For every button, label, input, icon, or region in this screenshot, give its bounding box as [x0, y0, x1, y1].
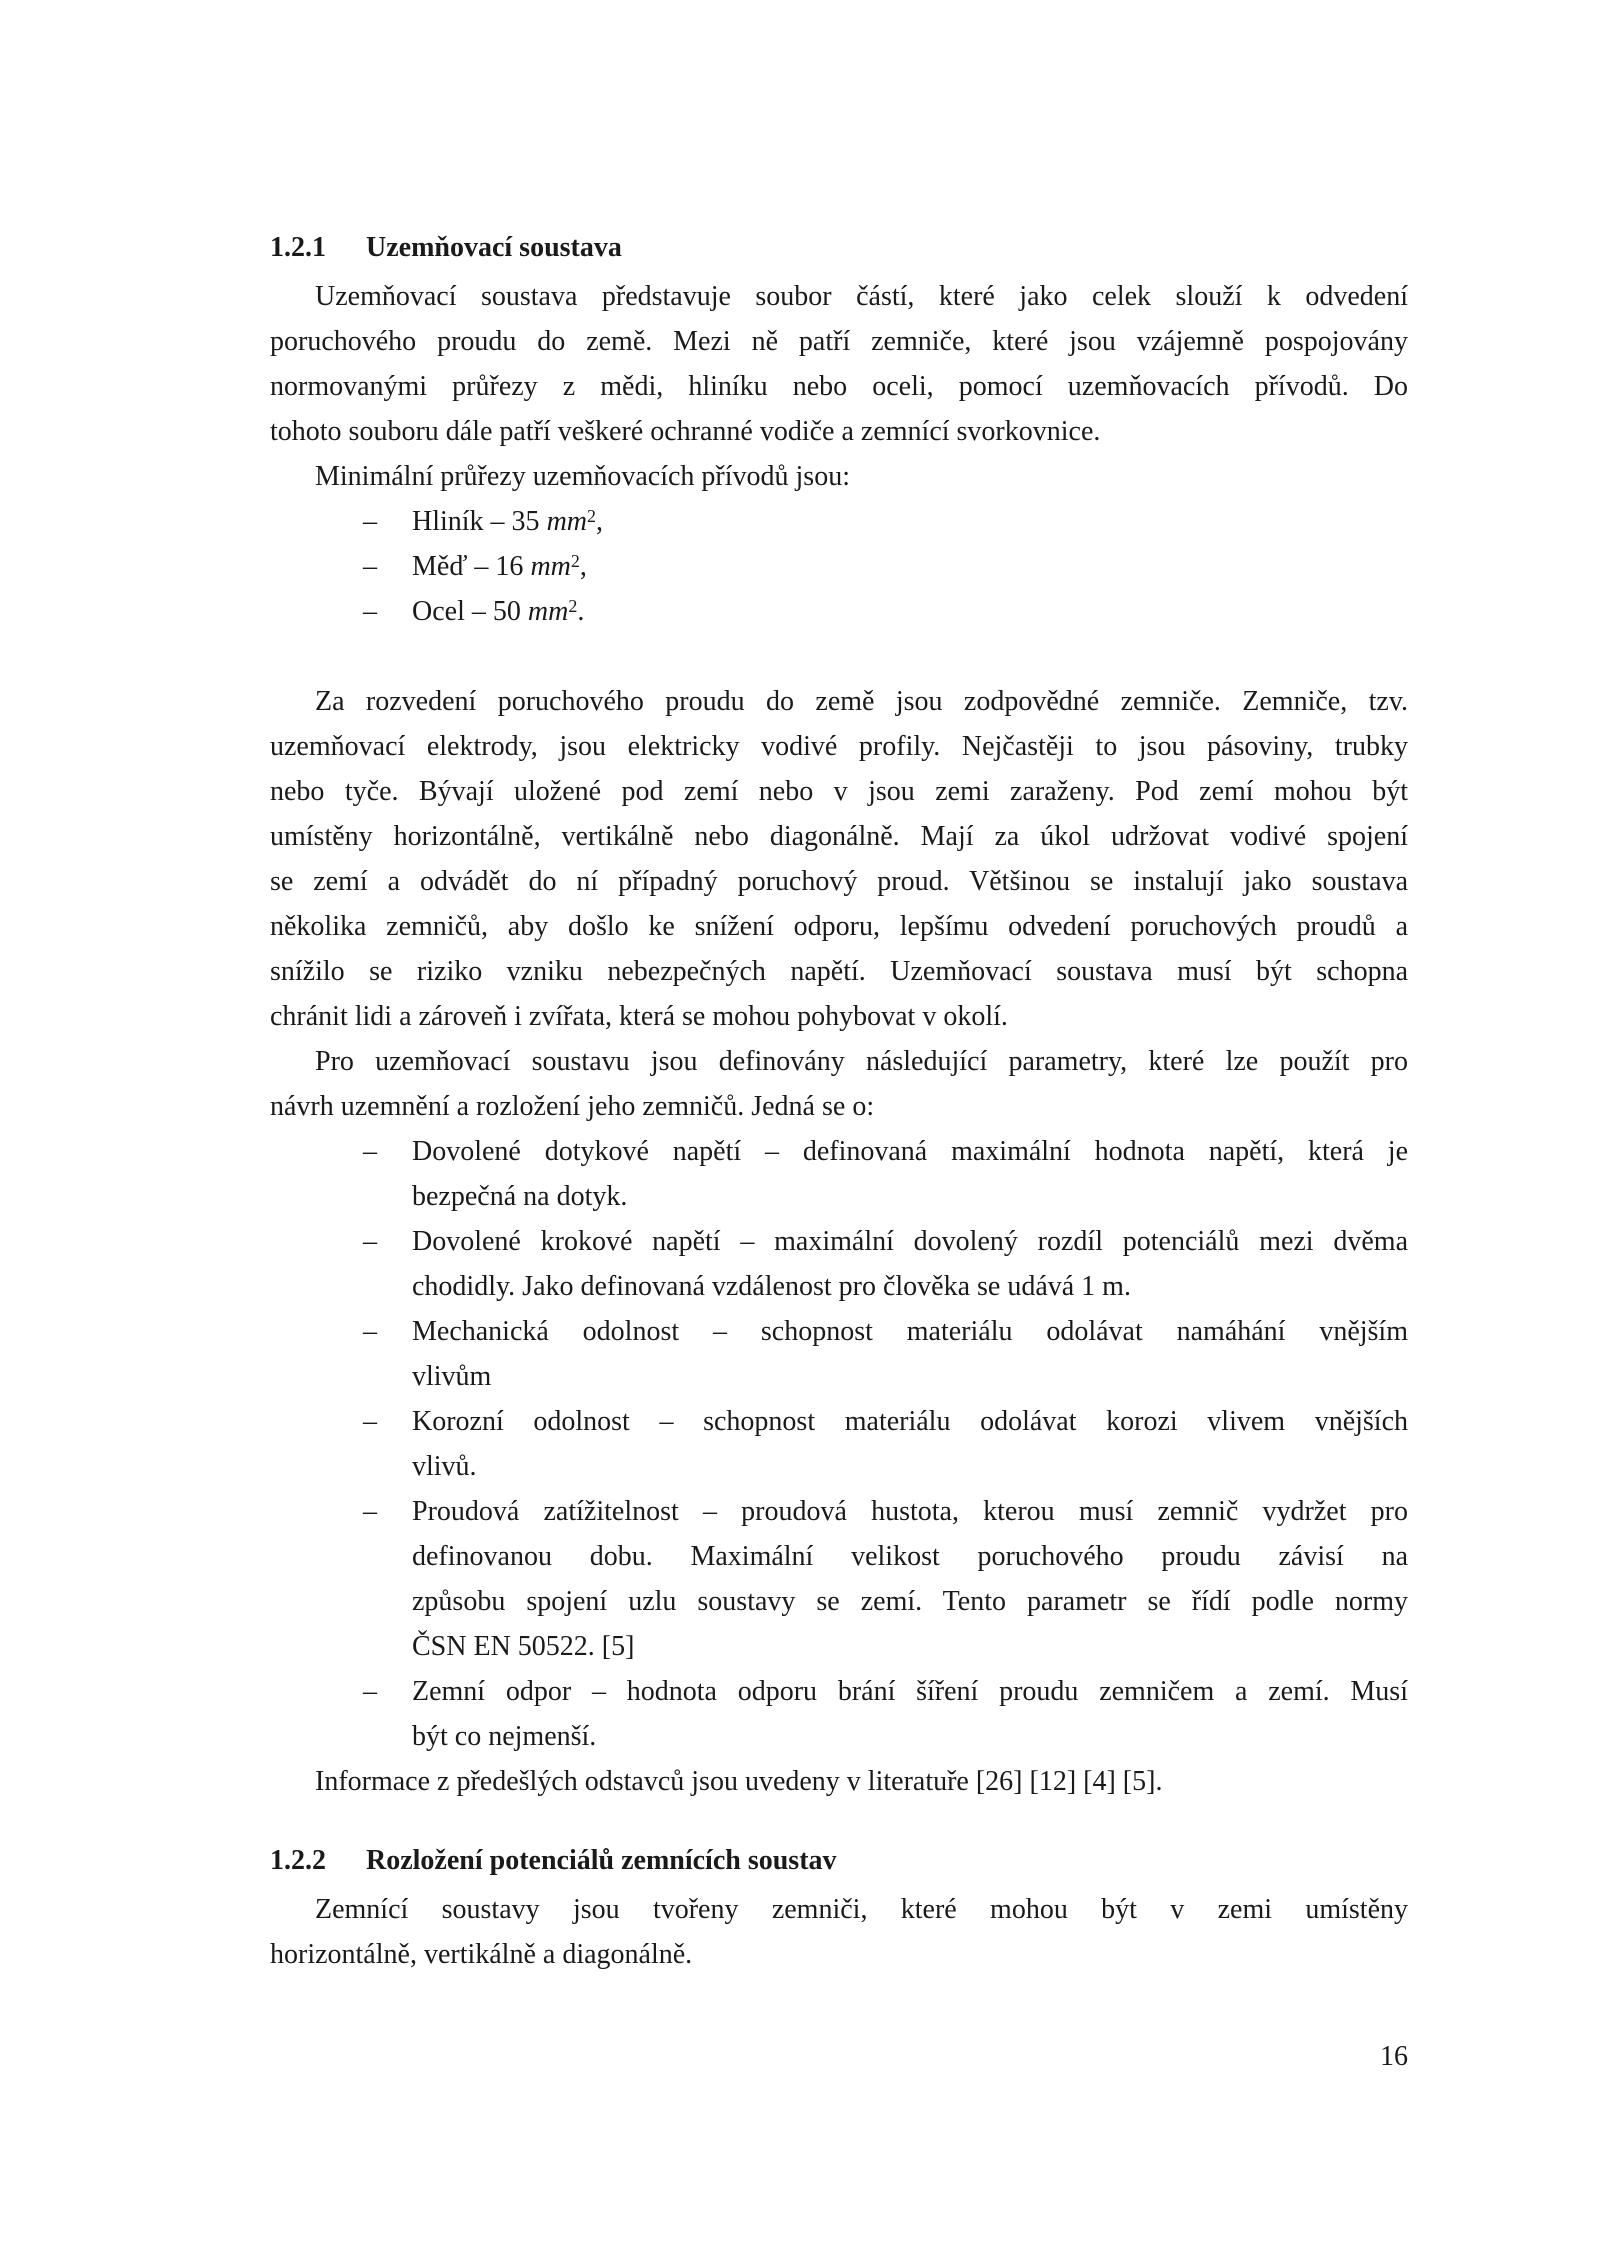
param-item-line: vlivů.	[412, 1451, 477, 1482]
param-item-touch-voltage: Dovolené dotykové napětí – definovaná maximální hodnota napětí, která je	[412, 1136, 1408, 1167]
paragraph-line: snížilo se riziko vzniku nebezpečných napětí. Uzemňovací soustava musí být schopna	[270, 956, 1408, 987]
paragraph-line: několika zemničů, aby došlo ke snížení odporu, lepšímu odvedení poruchových proudů a	[270, 911, 1408, 942]
paragraph-line: chránit lidi a zároveň i zvířata, která se mohou pohybovat v okolí.	[270, 1001, 1008, 1032]
param-item-line: způsobu spojení uzlu soustavy se zemí. Tento parametr se řídí podle normy	[412, 1586, 1408, 1617]
param-item-step-voltage: Dovolené krokové napětí – maximální dovolený rozdíl potenciálů mezi dvěma	[412, 1226, 1408, 1257]
param-item-line: definovanou dobu. Maximální velikost poruchového proudu závisí na	[412, 1541, 1408, 1572]
paragraph-line: horizontálně, vertikálně a diagonálně.	[270, 1939, 693, 1970]
param-item-line: ČSN EN 50522. [5]	[412, 1631, 635, 1662]
bullet-dash-icon: –	[363, 1226, 377, 1257]
paragraph-line: se zemí a odvádět do ní případný poruchový proud. Většinou se instalují jako soustava	[270, 866, 1408, 897]
bullet-dash-icon: –	[363, 1406, 377, 1437]
bullet-dash-icon: –	[363, 596, 377, 627]
exponent: 2	[587, 506, 597, 526]
min-cross-section-intro: Minimální průřezy uzemňovacích přívodů jsou:	[315, 461, 850, 492]
punct: ,	[596, 506, 604, 537]
section-heading-1-2-1	[270, 231, 622, 265]
param-item-line: být co nejmenší.	[412, 1721, 597, 1752]
paragraph-line: Uzemňovací soustava představuje soubor částí, které jako celek slouží k odvedení	[315, 281, 1408, 312]
param-item-current-capacity: Proudová zatížitelnost – proudová hustota, kterou musí zemnič vydržet pro	[412, 1496, 1408, 1527]
param-item-earth-resistance: Zemní odpor – hodnota odporu brání šíření proudu zemničem a zemí. Musí	[412, 1676, 1408, 1707]
list-item-copper	[412, 550, 587, 584]
param-item-line: bezpečná na dotyk.	[412, 1181, 628, 1212]
paragraph-line: umístěny horizontálně, vertikálně nebo diagonálně. Mají za úkol udržovat vodivé spojení	[270, 821, 1408, 852]
paragraph-line: uzemňovací elektrody, jsou elektricky vodivé profily. Nejčastěji to jsou pásoviny, trubky	[270, 731, 1408, 762]
list-item-text: Hliník – 35	[412, 506, 547, 537]
unit: mm	[546, 506, 588, 537]
param-item-line: vlivům	[412, 1361, 492, 1392]
exponent: 2	[568, 596, 578, 616]
paragraph-line: nebo tyče. Bývají uložené pod zemí nebo v jsou zemi zaraženy. Pod zemí mohou být	[270, 776, 1408, 807]
param-item-line: chodidly. Jako definovaná vzdálenost pro člověka se udává 1 m.	[412, 1271, 1131, 1302]
section-title: Uzemňovací soustava	[366, 232, 622, 263]
list-item-text: Ocel – 50	[412, 596, 528, 627]
paragraph-line: návrh uzemnění a rozložení jeho zemničů. Jedná se o:	[270, 1091, 875, 1122]
list-item-steel	[412, 595, 584, 629]
unit: mm	[527, 596, 569, 627]
bullet-dash-icon: –	[363, 506, 377, 537]
punct: .	[577, 596, 585, 627]
param-item-mechanical: Mechanická odolnost – schopnost materiálu odolávat namáhání vnějším	[412, 1316, 1408, 1347]
bullet-dash-icon: –	[363, 551, 377, 582]
section-number: 1.2.2	[270, 1845, 326, 1876]
exponent: 2	[570, 551, 580, 571]
punct: ,	[579, 551, 587, 582]
section-heading-1-2-2	[270, 1844, 837, 1878]
bullet-dash-icon: –	[363, 1136, 377, 1167]
param-item-corrosion: Korozní odolnost – schopnost materiálu odolávat korozi vlivem vnějších	[412, 1406, 1408, 1437]
list-item-text: Měď – 16	[412, 551, 531, 582]
unit: mm	[530, 551, 571, 582]
paragraph-line: tohoto souboru dále patří veškeré ochranné vodiče a zemnící svorkovnice.	[270, 416, 1101, 447]
paragraph-line: poruchového proudu do země. Mezi ně patří zemniče, které jsou vzájemně pospojovány	[270, 326, 1408, 357]
paragraph-line: normovanými průřezy z mědi, hliníku nebo oceli, pomocí uzemňovacích přívodů. Do	[270, 371, 1408, 402]
page-number: 16	[1380, 2041, 1408, 2072]
section-number: 1.2.1	[270, 232, 326, 263]
paragraph-line: Zemnící soustavy jsou tvořeny zemniči, které mohou být v zemi umístěny	[315, 1894, 1408, 1925]
section-title: Rozložení potenciálů zemnících soustav	[366, 1845, 837, 1876]
paragraph-line: Za rozvedení poruchového proudu do země jsou zodpovědné zemniče. Zemniče, tzv.	[315, 686, 1408, 717]
bullet-dash-icon: –	[363, 1316, 377, 1347]
paragraph-line: Pro uzemňovací soustavu jsou definovány následující parametry, které lze použít pro	[315, 1046, 1408, 1077]
sources-note: Informace z předešlých odstavců jsou uvedeny v literatuře [26] [12] [4] [5].	[315, 1766, 1163, 1797]
bullet-dash-icon: –	[363, 1676, 377, 1707]
bullet-dash-icon: –	[363, 1496, 377, 1527]
list-item-aluminium	[412, 505, 603, 539]
